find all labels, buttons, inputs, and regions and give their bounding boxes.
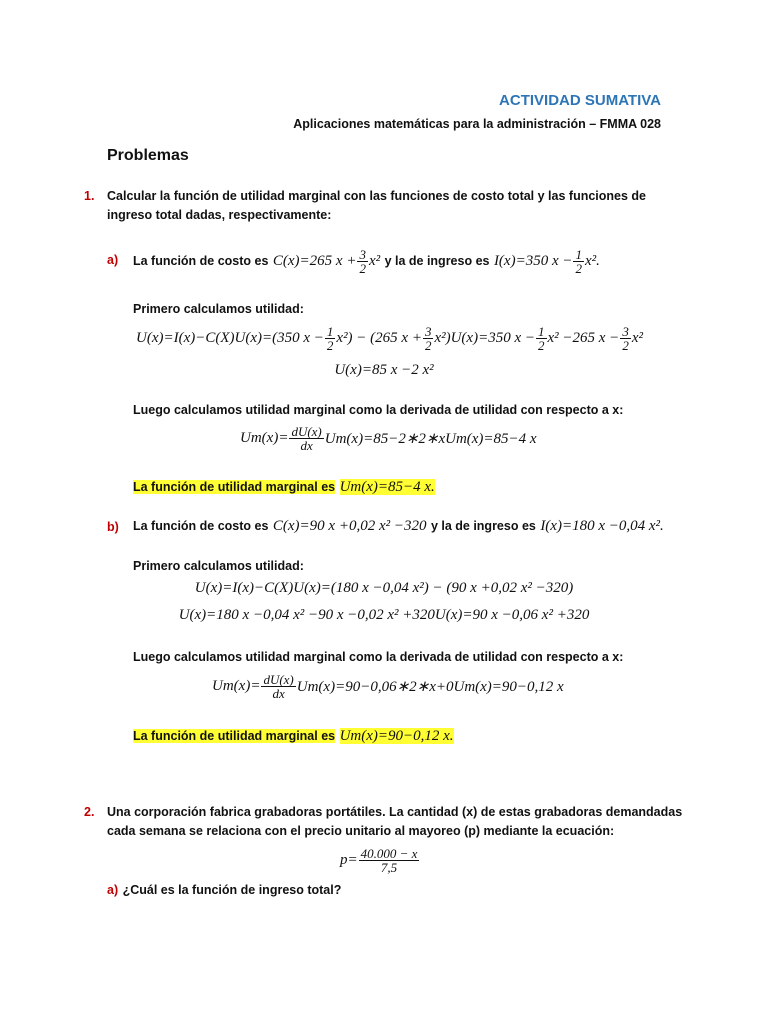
cost-function-a: C(x)=265 x + [272,252,357,269]
document-title: ACTIVIDAD SUMATIVA [499,92,661,109]
part-a-result-text: La función de utilidad marginal es [133,480,336,494]
income-function-a: I(x)=350 x − [493,252,573,269]
part-a-label: a) [107,253,119,267]
part-b-profit-simplified: U(x)=180 x −0,04 x² −90 x −0,02 x² +320U(x)=90 x −0,06 x² +320 [178,607,590,623]
part-a-profit-simplified: U(x)=85 x −2 x² [334,362,434,378]
part-a-result-math: Um(x)=85−4 x. [339,479,435,495]
part-a-profit-equation: U(x)=I(x)−C(X)U(x)=(350 x − $\frac{1}{2}$ x²) − (265 x + $\frac{3}{2}$ x²)U(x)=350 x − $\frac{1}{2}$ x² −265 x − $\frac{3}{2}$ x² [136,323,643,353]
part-b-statement: La función de costo es C(x)=90 x +0,02 x² −320 y la de ingreso es I(x)=180 x −0,04 x². [133,518,664,534]
part-b-derivative: Um(x)= $\frac{dU(x)}{dx}$ Um(x)=90−0,06∗2∗x+0Um(x)=90−0,12 x [212,671,564,701]
part-a-statement [133,244,600,278]
section-title: Problemas [107,147,189,164]
cost-function-b: C(x)=90 x +0,02 x² −320 [272,518,427,534]
problem-2-part-a-text: ¿Cuál es la función de ingreso total? [122,883,342,897]
part-b-step1: Primero calculamos utilidad: [133,559,304,573]
problem-2-statement-line2: cada semana se relaciona con el precio unitario al mayoreo (p) mediante la ecuación: [107,824,615,838]
part-b-result-text: La función de utilidad marginal es [133,729,336,743]
problem-2-part-a [107,881,341,899]
cost-fraction-a: $\frac{3}{2}$ [359,246,366,276]
part-a-mid: y la de ingreso es [384,254,490,268]
problem-2-number: 2. [84,805,95,819]
part-b-result-math: Um(x)=90−0,12 x. [339,728,454,744]
part-a-step1: Primero calculamos utilidad: [133,302,304,316]
problem-1-statement-line1: Calcular la función de utilidad marginal con las funciones de costo total y las funciones de [107,189,646,203]
income-fraction-a: $\frac{1}{2}$ [575,246,582,276]
part-a-step2: Luego calculamos utilidad marginal como la derivada de utilidad con respecto a x: [133,403,624,417]
part-b-step2: Luego calculamos utilidad marginal como la derivada de utilidad con respecto a x: [133,650,624,664]
problem-2-demand-equation: p= $\frac{40.000 - x}{7,5}$ [340,845,418,875]
part-a-result [133,478,435,496]
cost-tail-a: x² [368,252,381,269]
income-tail-a: x². [584,252,600,269]
problem-2-part-a-label: a) [107,883,119,897]
part-a-derivative: Um(x)= $\frac{dU(x)}{dx}$ Um(x)=85−2∗2∗xUm(x)=85−4 x [240,423,537,453]
problem-1-number: 1. [84,189,95,203]
part-b-result [133,727,454,745]
document-subtitle: Aplicaciones matemáticas para la administración – FMMA 028 [293,117,661,131]
problem-1-statement-line2: ingreso total dadas, respectivamente: [107,208,332,222]
problem-2-statement-line1: Una corporación fabrica grabadoras portátiles. La cantidad (x) de estas grabadoras demandadas [107,805,683,819]
part-b-profit-equation: U(x)=I(x)−C(X)U(x)=(180 x −0,04 x²) − (90 x +0,02 x² −320) [194,580,574,596]
part-a-intro: La función de costo es [133,254,269,268]
income-function-b: I(x)=180 x −0,04 x². [540,518,664,534]
part-b-label: b) [107,520,119,534]
